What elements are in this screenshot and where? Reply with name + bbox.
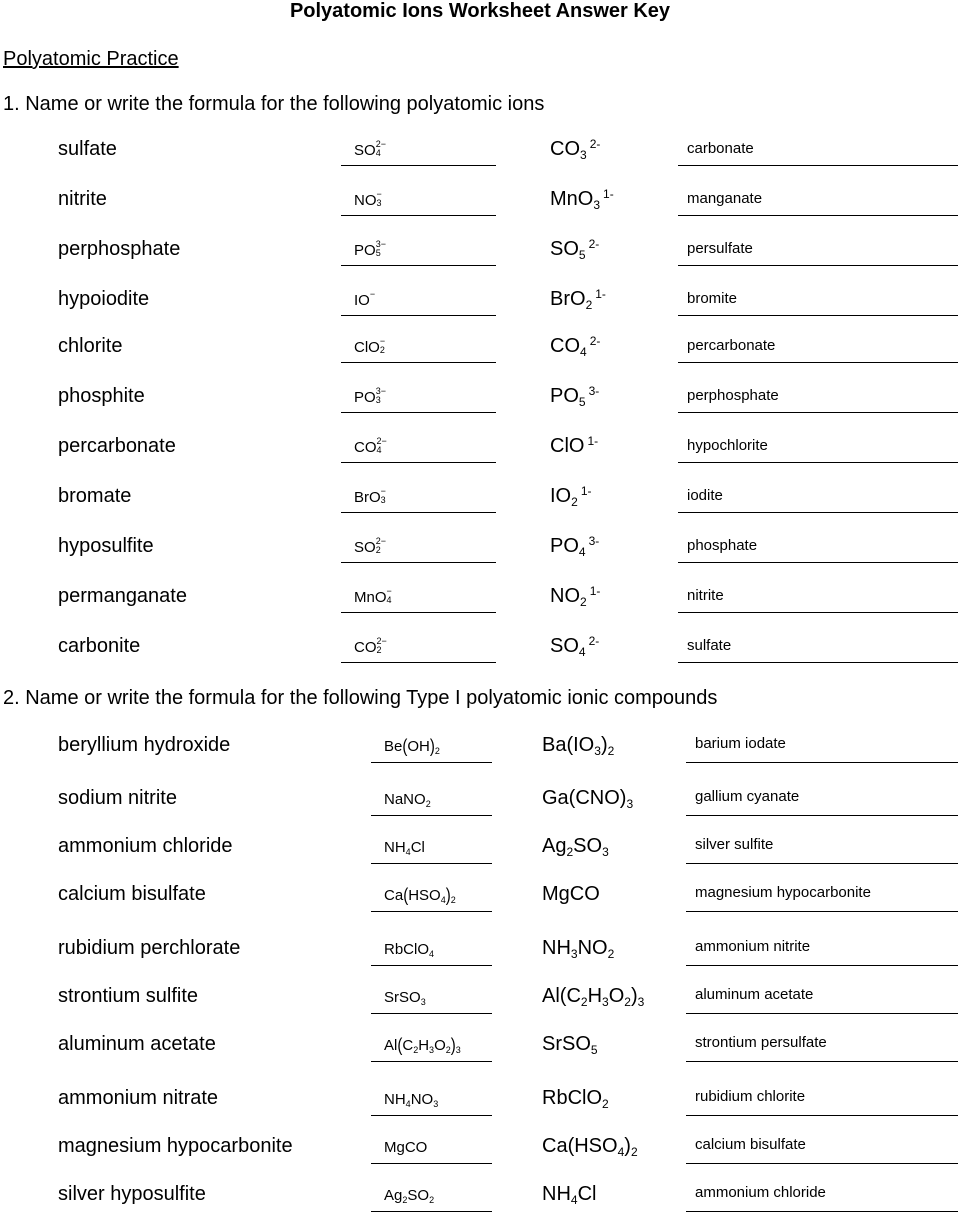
formula-text: SO [407,1187,430,1204]
ion-name-answer: phosphate [687,537,758,554]
formula-subscript: 2 [379,345,385,356]
compound-name: sodium nitrite [58,787,177,809]
formula-text: OH [407,738,430,755]
answer-line [371,1061,492,1062]
formula-superscript: 2− [376,636,387,647]
compound-formula-prompt [542,1183,596,1206]
formula-subscript: 2 [376,645,382,656]
formula-text: MgCO [542,883,600,905]
formula-base: SO [550,238,579,260]
formula-text: Ca(HSO [542,1135,618,1157]
ion-formula-prompt [550,535,599,558]
formula-text: SO [573,835,603,857]
answer-line [678,315,958,316]
formula-subscript: 3 [429,1045,435,1056]
formula-base: MnO [354,589,387,606]
ion-name-answer: iodite [687,487,723,504]
formula-subscript: 3 [380,495,386,506]
formula-text: NH [384,1091,406,1108]
answer-line [678,215,958,216]
answer-line [678,562,958,563]
formula-text: O [608,985,625,1007]
formula-subscript: 2 [571,495,578,510]
ion-name-answer: manganate [687,190,763,207]
ion-name-answer: sulfate [687,637,732,654]
formula-base: PO [354,242,376,259]
formula-subscript: 2 [425,799,431,810]
formula-subscript: 2 [445,1045,451,1056]
ion-formula-answer [354,239,391,259]
ion-name: nitrite [58,188,107,210]
compound-name-answer: ammonium chloride [695,1184,826,1201]
formula-base: PO [550,535,579,557]
formula-base: PO [550,385,579,407]
formula-paren: ) [429,735,435,758]
formula-subscript: 4 [580,345,587,360]
formula-text: Be [384,738,403,755]
compound-formula-answer [384,735,440,758]
compound-name: aluminum acetate [58,1033,216,1055]
formula-subscript: 4 [578,545,586,560]
formula-subscript: 3 [376,198,382,209]
ion-name: phosphite [58,385,145,407]
formula-subscript: 2 [630,1145,638,1160]
formula-base: NO [354,192,377,209]
compound-name-answer: strontium persulfate [695,1034,827,1051]
ion-name-answer: bromite [687,290,738,307]
formula-text: O [434,1037,446,1054]
formula-charge [380,486,396,506]
ion-name-answer: percarbonate [687,337,776,354]
formula-text: Al(C [542,985,581,1007]
answer-line [686,1211,958,1212]
formula-subscript: 4 [405,847,411,858]
formula-superscript: − [369,289,376,300]
ion-name: carbonite [58,635,141,657]
formula-base: PO [354,389,376,406]
formula-superscript: − [376,189,382,200]
ion-formula-answer [354,436,392,456]
formula-paren: ) [450,1034,456,1057]
formula-base: SO [550,635,579,657]
compound-name: ammonium chloride [58,835,233,857]
formula-text: HSO [408,887,441,904]
formula-base: SO [354,142,376,159]
compound-formula-answer [384,839,425,856]
formula-text: Ag [542,835,567,857]
formula-subscript: 3 [580,148,587,163]
formula-text: NaNO [384,791,426,808]
formula-superscript: 1- [595,286,606,301]
answer-line [341,512,496,513]
formula-base: IO [354,292,370,309]
formula-superscript: − [386,586,392,597]
ion-name: percarbonate [58,435,176,457]
formula-text: Cl [410,839,425,856]
formula-subscript: 5 [375,248,381,259]
compound-formula-answer [384,1187,434,1204]
formula-superscript: − [379,336,386,347]
formula-charge [386,586,402,606]
answer-line [371,1115,492,1116]
formula-text: MgCO [384,1139,428,1156]
ion-formula-answer [354,336,395,356]
formula-subscript: 4 [617,1145,625,1160]
formula-subscript: 4 [405,1099,411,1110]
formula-subscript: 4 [375,148,381,159]
answer-line [341,662,496,663]
answer-line [341,562,496,563]
formula-text: RbClO [542,1087,603,1109]
answer-line [371,965,492,966]
formula-text: NO [410,1091,434,1108]
ion-name: sulfate [58,138,117,160]
formula-text: H [418,1037,430,1054]
ion-formula-prompt [550,385,599,408]
compound-formula-answer [384,884,456,907]
question-2: 2. Name or write the formula for the following Type I polyatomic ionic compounds [3,687,718,709]
compound-formula-prompt [542,787,633,810]
formula-superscript: 1- [589,583,601,598]
formula-subscript: 3 [602,845,609,860]
formula-subscript: 5 [578,248,586,263]
ion-name: perphosphate [58,238,181,260]
formula-subscript: 4 [386,595,392,606]
answer-line [341,165,496,166]
formula-charge [369,289,385,309]
formula-text: Cl [577,1183,597,1205]
answer-line [678,362,958,363]
answer-line [678,265,958,266]
answer-line [686,965,958,966]
page-title: Polyatomic Ions Worksheet Answer Key [289,0,671,22]
formula-paren: ) [445,884,451,907]
formula-subscript: 3 [570,947,578,962]
compound-formula-prompt [542,1087,609,1110]
formula-superscript: 1- [580,483,592,498]
formula-superscript: 2− [375,536,386,547]
compound-formula-answer [384,791,431,808]
answer-line [686,911,958,912]
answer-line [678,612,958,613]
compound-name: ammonium nitrate [58,1087,219,1109]
formula-text: Ca [384,887,404,904]
answer-line [678,165,958,166]
ion-formula-answer [354,486,396,506]
ion-name: bromate [58,485,132,507]
answer-line [678,462,958,463]
formula-base: BrO [550,288,586,310]
answer-line [341,362,496,363]
formula-text: ) [624,1135,631,1157]
formula-base: NO [550,585,580,607]
formula-superscript: 3− [375,386,386,397]
formula-superscript: 2- [588,633,600,648]
formula-charge [376,636,392,656]
formula-paren: ( [402,735,408,758]
answer-line [341,215,496,216]
compound-name: silver hyposulfite [58,1183,206,1205]
ion-formula-answer [354,289,385,309]
answer-line [678,512,958,513]
formula-paren: ( [403,884,409,907]
formula-subscript: 2 [434,746,440,757]
formula-text: NH [542,937,571,959]
ion-formula-prompt [550,435,598,458]
compound-formula-prompt [542,883,600,906]
formula-charge [379,336,395,356]
ion-name-answer: hypochlorite [687,437,768,454]
formula-subscript: 3 [455,1045,461,1056]
compound-name-answer: rubidium chlorite [695,1088,806,1105]
answer-line [341,462,496,463]
ion-formula-prompt [550,335,600,358]
formula-subscript: 2 [585,298,593,313]
compound-name-answer: calcium bisulfate [695,1136,806,1153]
ion-formula-answer [354,536,391,556]
formula-subscript: 2 [607,947,615,962]
question-1: 1. Name or write the formula for the following polyatomic ions [3,93,545,115]
ion-name: chlorite [58,335,123,357]
ion-formula-prompt [550,238,599,261]
compound-name-answer: barium iodate [695,735,786,752]
formula-charge [375,139,391,159]
compound-name: beryllium hydroxide [58,734,231,756]
formula-subscript: 2 [580,995,588,1010]
compound-formula-prompt [542,835,609,858]
formula-text: RbClO [384,941,430,958]
ion-name: permanganate [58,585,187,607]
ion-formula-answer [354,386,391,406]
formula-base: IO [550,485,572,507]
formula-superscript: − [380,486,386,497]
ion-formula-prompt [550,635,599,658]
formula-superscript: 3− [375,239,386,250]
formula-text: NH [384,839,406,856]
ion-name: hypoiodite [58,288,150,310]
formula-subscript: 2 [402,1195,408,1206]
ion-formula-prompt [550,585,600,608]
ion-formula-prompt [550,138,600,161]
formula-subscript: 3 [420,997,426,1008]
formula-superscript: 2- [589,136,601,151]
ion-formula-answer [354,586,402,606]
ion-name: hyposulfite [58,535,154,557]
answer-line [371,1211,492,1212]
compound-formula-prompt [542,1135,638,1158]
answer-line [686,815,958,816]
compound-name: strontium sulfite [58,985,199,1007]
formula-paren: ( [397,1034,403,1057]
compound-name-answer: magnesium hypocarbonite [695,884,871,901]
formula-charge [375,386,391,406]
compound-name: magnesium hypocarbonite [58,1135,293,1157]
answer-line [686,1013,958,1014]
ion-name-answer: nitrite [687,587,724,604]
compound-name-answer: silver sulfite [695,836,774,853]
formula-superscript: 2- [589,333,601,348]
formula-charge [376,436,392,456]
compound-formula-prompt [542,937,614,960]
formula-subscript: 3 [626,797,634,812]
ion-name-answer: perphosphate [687,387,779,404]
formula-text: Al [384,1037,398,1054]
formula-subscript: 4 [578,645,586,660]
formula-text: C [402,1037,414,1054]
formula-text: Ag [384,1187,403,1204]
formula-base: SO [354,539,376,556]
answer-line [341,265,496,266]
formula-superscript: 2- [588,236,600,251]
compound-formula-answer [384,1139,427,1156]
formula-subscript: 2 [580,595,587,610]
answer-line [686,1163,958,1164]
formula-text: ) [630,985,638,1007]
formula-subscript: 2 [429,1195,435,1206]
compound-formula-answer [384,941,434,958]
formula-base: CO [550,138,580,160]
formula-subscript: 2 [375,545,381,556]
formula-subscript: 4 [570,1193,578,1208]
answer-line [371,863,492,864]
formula-charge [376,189,392,209]
formula-base: BrO [354,489,381,506]
answer-line [341,315,496,316]
answer-line [371,911,492,912]
formula-superscript: 2− [376,436,387,447]
ion-formula-answer [354,636,392,656]
answer-line [686,863,958,864]
formula-charge [375,536,391,556]
formula-text: Ga(CNO) [542,787,627,809]
formula-subscript: 3 [433,1099,439,1110]
formula-base: ClO [354,339,380,356]
compound-formula-answer [384,989,426,1006]
compound-name: calcium bisulfate [58,883,206,905]
answer-line [371,1013,492,1014]
formula-subscript: 4 [429,949,435,960]
compound-name-answer: aluminum acetate [695,986,814,1003]
formula-superscript: 3- [588,533,600,548]
answer-line [371,1163,492,1164]
formula-base: ClO [550,435,585,457]
formula-base: CO [550,335,580,357]
formula-subscript: 3 [602,995,609,1010]
compound-formula-prompt [542,1033,598,1056]
formula-subscript: 5 [590,1043,598,1058]
answer-line [341,612,496,613]
compound-formula-answer [384,1091,438,1108]
answer-line [686,762,958,763]
answer-line [678,412,958,413]
answer-line [371,815,492,816]
formula-subscript: 3 [594,744,601,759]
answer-line [686,1061,958,1062]
answer-line [686,1115,958,1116]
answer-line [371,762,492,763]
ion-formula-prompt [550,485,591,508]
compound-name: rubidium perchlorate [58,937,241,959]
compound-formula-answer [384,1034,461,1057]
formula-text: NH [542,1183,571,1205]
ion-name-answer: persulfate [687,240,753,257]
formula-text: ) [600,734,608,756]
formula-subscript: 2 [413,1045,419,1056]
ion-formula-answer [354,139,391,159]
formula-base: CO [354,639,377,656]
formula-superscript: 2− [375,139,386,150]
formula-subscript: 3 [593,198,601,213]
formula-superscript: 3- [588,383,600,398]
answer-line [678,662,958,663]
answer-line [341,412,496,413]
ion-formula-answer [354,189,392,209]
ion-name-answer: carbonate [687,140,754,157]
ion-formula-prompt [550,188,614,211]
formula-subscript: 4 [376,445,382,456]
formula-superscript: 1- [603,186,614,201]
formula-subscript: 2 [624,995,631,1010]
formula-text: NO [577,937,608,959]
formula-subscript: 2 [450,895,456,906]
formula-subscript: 2 [566,845,574,860]
formula-base: MnO [550,188,594,210]
compound-name-answer: ammonium nitrite [695,938,811,955]
formula-subscript: 4 [440,895,446,906]
compound-formula-prompt [542,734,614,757]
formula-text: Ba(IO [542,734,595,756]
formula-subscript: 3 [637,995,645,1010]
formula-subscript: 3 [375,395,381,406]
formula-text: SrSO [384,989,421,1006]
formula-subscript: 5 [578,395,586,410]
ion-formula-prompt [550,288,606,311]
formula-charge [375,239,391,259]
formula-text: H [587,985,603,1007]
formula-base: CO [354,439,377,456]
formula-superscript: 1- [587,433,599,448]
compound-formula-prompt [542,985,644,1008]
section-heading: Polyatomic Practice [3,48,179,70]
formula-text: SrSO [542,1033,591,1055]
compound-name-answer: gallium cyanate [695,788,800,805]
formula-subscript: 2 [602,1097,609,1112]
formula-subscript: 2 [607,744,615,759]
